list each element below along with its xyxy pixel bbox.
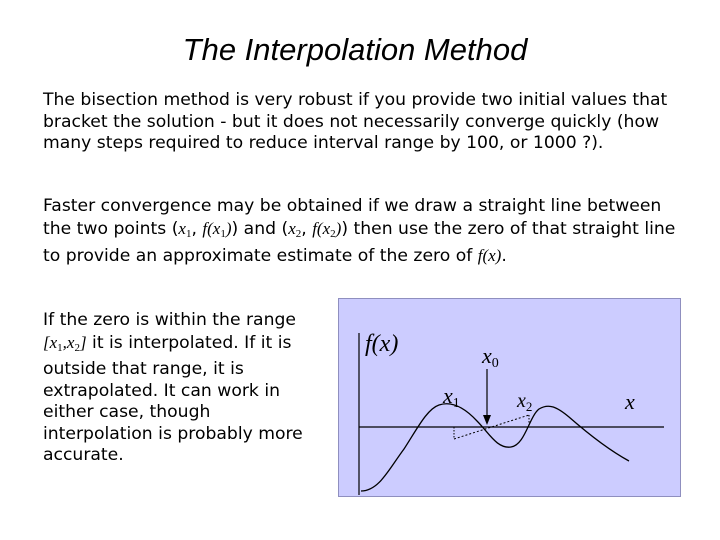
x1-label: x1 (443, 383, 460, 411)
math-f-x: f(x) (477, 246, 502, 265)
math-f-x2: $f(x_2)$ (312, 218, 342, 240)
text-segment: , (301, 218, 313, 239)
math-range: $[x_1,x_2]$ (43, 332, 87, 354)
text-segment: , (191, 218, 203, 239)
math-x2: $x_2$ (288, 218, 302, 240)
function-curve (361, 404, 629, 491)
fx-label: f(x) (365, 331, 399, 357)
text-segment: If the zero is within the range (43, 310, 296, 330)
text-segment: ) and ( (231, 218, 289, 239)
x2-label: $x_2$ (517, 390, 533, 414)
paragraph-interpolation (43, 310, 318, 467)
math-x1: $x_1$ (178, 218, 192, 240)
x0-label: x0 (482, 343, 499, 371)
text-segment: Faster convergence may be obtained if we draw a straight line between the two points ( (43, 196, 662, 239)
page-title: The Interpolation Method (182, 32, 528, 67)
x0-arrowhead (483, 415, 491, 425)
paragraph-faster-convergence (43, 196, 683, 268)
paragraph-bisection: The bisection method is very robust if you provide two initial values that bracket the solution - but it does not necessarily converge quickly (how many steps required to reduce interval range by 100, or 1000 ?). (43, 90, 668, 153)
interpolation-figure (338, 298, 681, 497)
figure-canvas (339, 299, 682, 498)
text-segment: . (501, 246, 507, 266)
x-label: x (625, 389, 635, 414)
math-f-x1: $f(x_1)$ (202, 218, 232, 240)
text-segment: ) then use the zero of that straight line to provide an approximate estimate of the zero of (43, 218, 676, 266)
text-segment: it is interpolated. If it is outside that range, it is extrapolated. It can work in either case, though interpolation is probably more accurate. (43, 332, 303, 465)
